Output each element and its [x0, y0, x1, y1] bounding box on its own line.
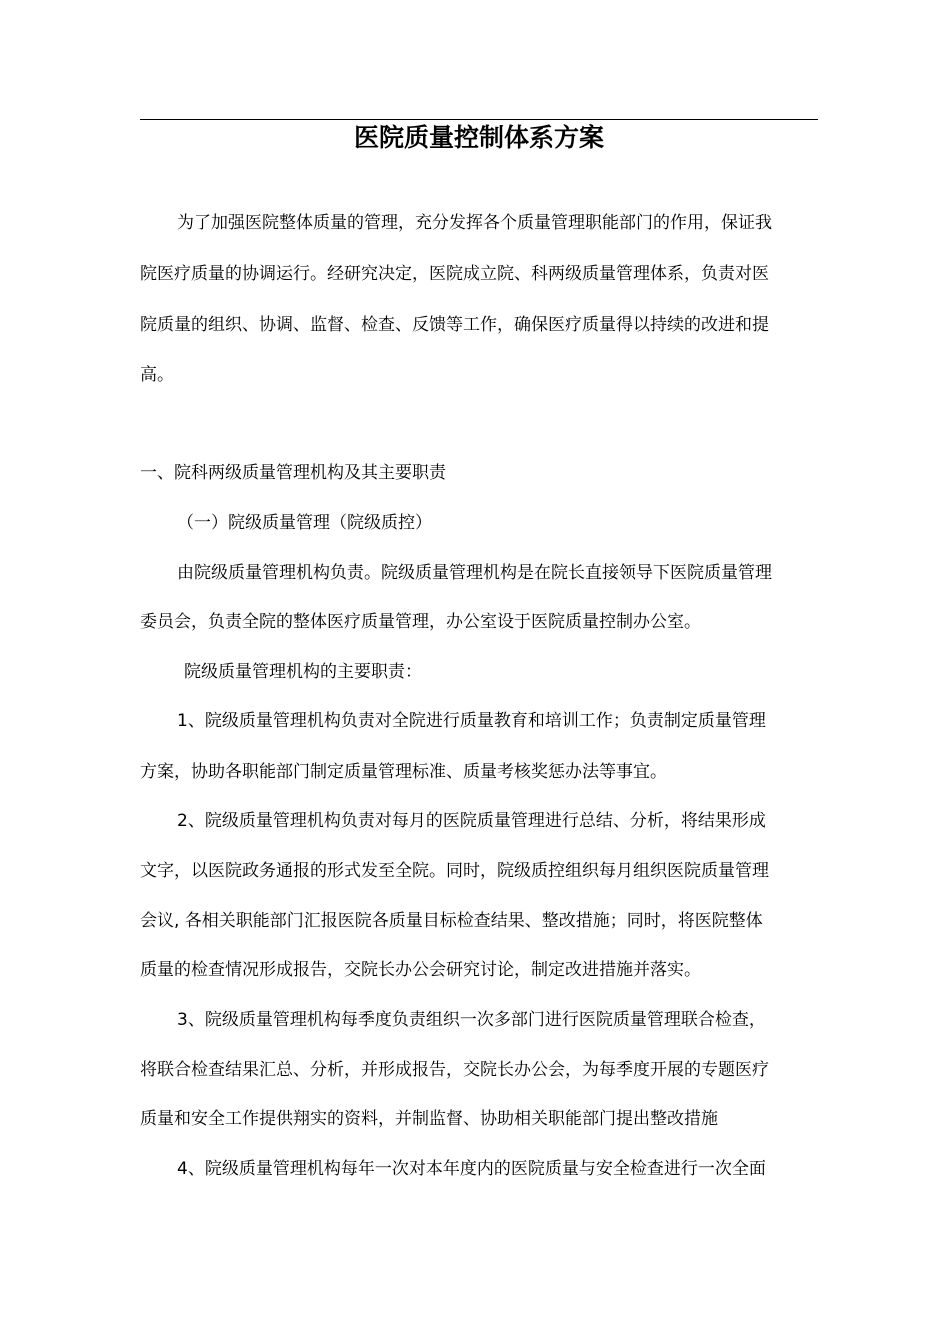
intro-line-2: 院医疗质量的协调运行。经研究决定，医院成立院、科两级质量管理体系，负责对医 [140, 264, 769, 284]
item3-line-3: 质量和安全工作提供翔实的资料，并制监督、协助相关职能部门提出整改措施 [140, 1109, 718, 1129]
para1-line-1: 由院级质量管理机构负责。院级质量管理机构是在院长直接领导下医院质量管理 [177, 563, 772, 583]
document-title: 医院质量控制体系方案 [353, 123, 604, 152]
item2-line-1: 2、院级质量管理机构负责对每月的医院质量管理进行总结、分析，将结果形成 [177, 811, 766, 831]
para1-line-2: 委员会，负责全院的整体医疗质量管理，办公室设于医院质量控制办公室。 [140, 612, 701, 632]
intro-line-4: 高。 [140, 365, 174, 385]
intro-line-1: 为了加强医院整体质量的管理，充分发挥各个质量管理职能部门的作用，保证我 [177, 213, 772, 233]
item2-line-2: 文字，以医院政务通报的形式发至全院。同时，院级质控组织每月组织医院质量管理 [140, 861, 769, 881]
duties-heading: 院级质量管理机构的主要职责： [184, 662, 422, 682]
item1-line-1: 1、院级质量管理机构负责对全院进行质量教育和培训工作；负责制定质量管理 [177, 711, 766, 731]
intro-line-3: 院质量的组织、协调、监督、检查、反馈等工作，确保医疗质量得以持续的改进和提 [140, 315, 769, 335]
section-heading: 一、院科两级质量管理机构及其主要职责 [140, 463, 446, 483]
item4-line-1: 4、院级质量管理机构每年一次对本年度内的医院质量与安全检查进行一次全面 [177, 1159, 766, 1179]
item3-line-2: 将联合检查结果汇总、分析，并形成报告，交院长办公会，为每季度开展的专题医疗 [140, 1060, 769, 1080]
item2-line-3: 会议, 各相关职能部门汇报医院各质量目标检查结果、整改措施；同时，将医院整体 [140, 911, 763, 931]
item1-line-2: 方案，协助各职能部门制定质量管理标准、质量考核奖惩办法等事宜。 [140, 762, 667, 782]
item3-line-1: 3、院级质量管理机构每季度负责组织一次多部门进行医院质量管理联合检查， [177, 1010, 766, 1030]
item2-line-4: 质量的检查情况形成报告，交院长办公会研究讨论，制定改进措施并落实。 [140, 960, 701, 980]
subsection-heading: （一）院级质量管理（院级质控） [177, 513, 432, 533]
